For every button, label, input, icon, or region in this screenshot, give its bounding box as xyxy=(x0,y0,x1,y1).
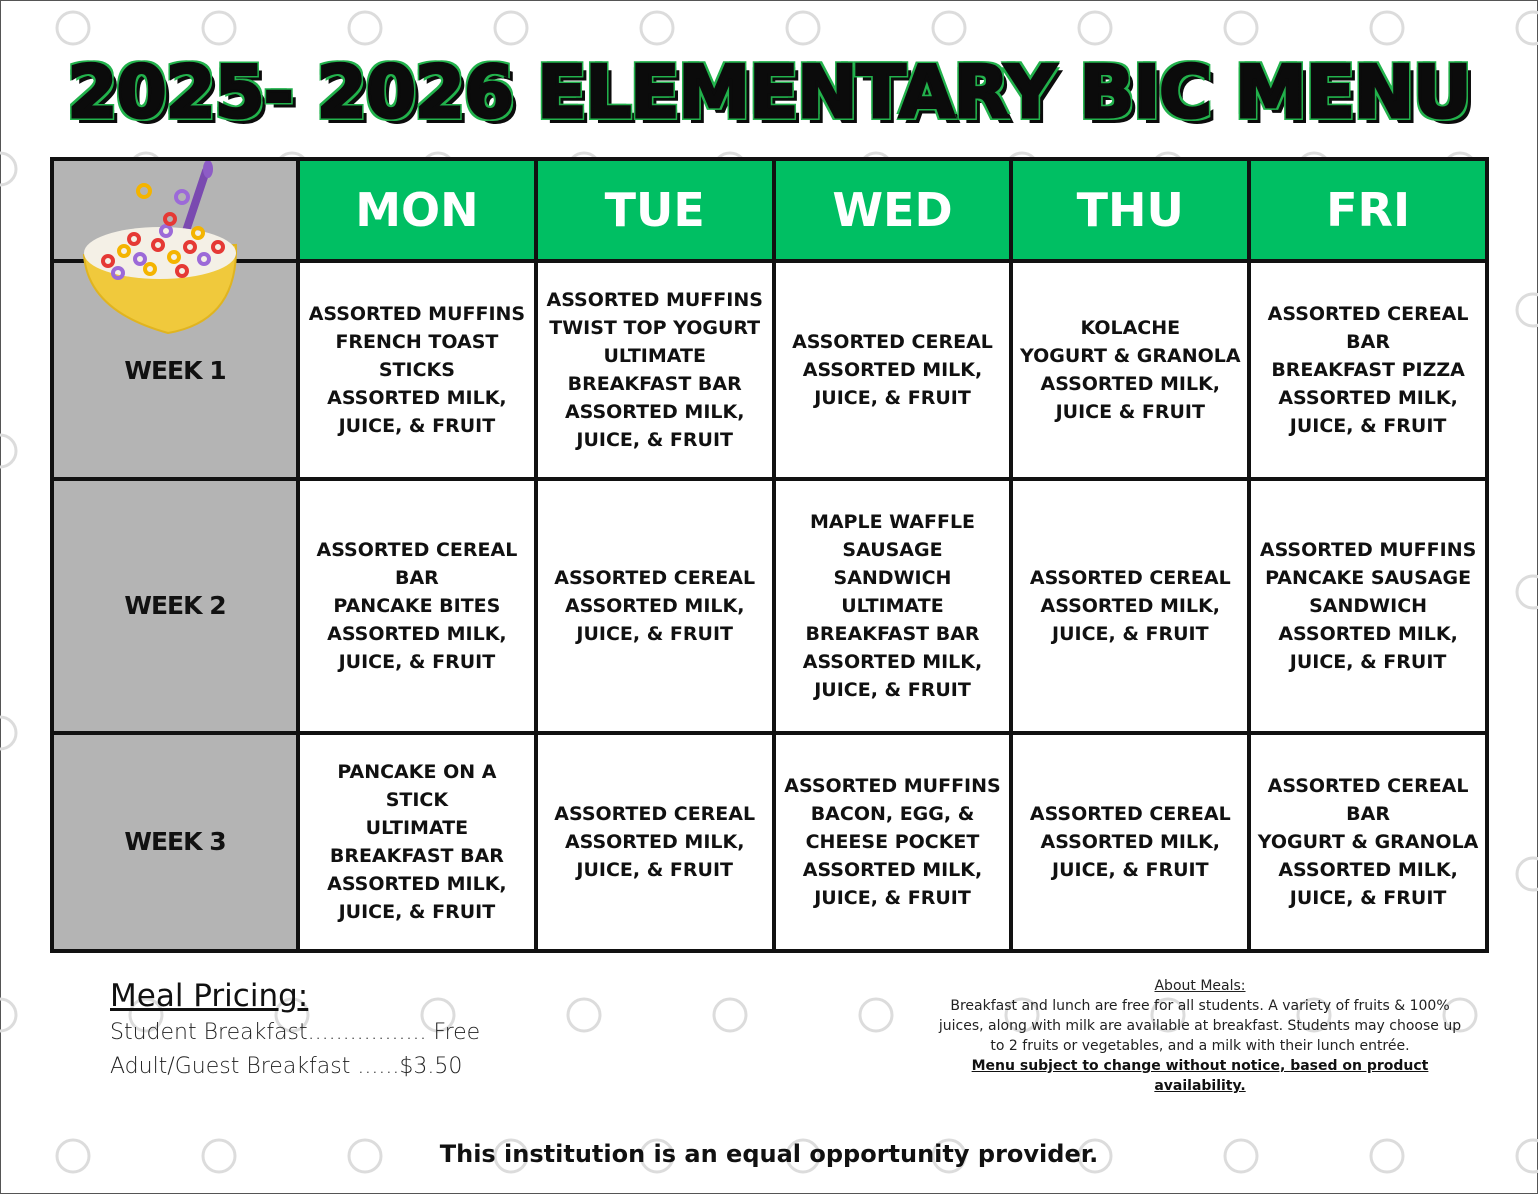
cereal-bowl-icon xyxy=(78,161,258,341)
menu-item-line: KOLACHE xyxy=(1080,317,1181,340)
menu-item-line: JUICE, & FRUIT xyxy=(1052,622,1209,645)
background-ring xyxy=(1517,12,1538,44)
menu-item-line: JUICE, & FRUIT xyxy=(1289,415,1447,438)
menu-item-line: ASSORTED CEREAL xyxy=(316,538,518,561)
menu-item-line: ULTIMATE xyxy=(603,345,706,368)
background-ring xyxy=(495,12,527,44)
menu-item-line: ASSORTED MUFFINS xyxy=(546,289,763,312)
menu-item-line: ASSORTED CEREAL xyxy=(554,566,756,589)
menu-item-line: SAUSAGE SANDWICH xyxy=(833,538,952,589)
menu-item-line: ASSORTED MILK, xyxy=(802,858,983,881)
week-label: WEEK 1 xyxy=(52,261,298,479)
price-row-adult xyxy=(110,1050,480,1084)
menu-item-line: ASSORTED MILK, xyxy=(327,872,507,895)
menu-item-line: JUICE, & FRUIT xyxy=(576,429,733,452)
meal-pricing xyxy=(110,978,480,1084)
about-line: Breakfast and lunch are free for all students. A variety of fruits & 100% xyxy=(950,998,1450,1014)
background-ring xyxy=(0,999,16,1031)
menu-item-line: ASSORTED CEREAL xyxy=(1029,802,1231,825)
menu-item-line: BREAKFAST BAR xyxy=(567,373,742,396)
menu-item-line: BREAKFAST BAR xyxy=(805,622,980,645)
menu-cell xyxy=(536,733,774,951)
menu-item-line: JUICE, & FRUIT xyxy=(338,650,496,673)
menu-cell xyxy=(298,479,536,733)
menu-item-line: ASSORTED MUFFINS xyxy=(784,774,1001,797)
menu-item-line: PANCAKE SAUSAGE xyxy=(1265,566,1472,589)
menu-item-line: ASSORTED CEREAL xyxy=(1267,774,1469,797)
day-header-fri: FRI xyxy=(1249,159,1487,261)
day-header-wed: WED xyxy=(774,159,1012,261)
week-row xyxy=(52,261,1487,479)
menu-cell xyxy=(1011,261,1249,479)
menu-item-line: JUICE, & FRUIT xyxy=(1289,650,1447,673)
background-ring xyxy=(0,435,16,467)
background-ring xyxy=(57,12,89,44)
menu-item-line: ASSORTED MILK, xyxy=(327,622,507,645)
menu-item-line: JUICE, & FRUIT xyxy=(1052,858,1209,881)
background-ring xyxy=(714,999,746,1031)
week-label: WEEK 3 xyxy=(52,733,298,951)
menu-cell xyxy=(1011,479,1249,733)
price-label: Adult/Guest Breakfast ...... xyxy=(110,1054,400,1079)
background-ring xyxy=(1225,12,1257,44)
menu-table xyxy=(50,157,1489,953)
day-header-mon: MON xyxy=(298,159,536,261)
menu-cell xyxy=(1249,479,1487,733)
menu-cell xyxy=(298,733,536,951)
menu-item-line: JUICE, & FRUIT xyxy=(338,415,496,438)
menu-cell xyxy=(1249,733,1487,951)
background-ring xyxy=(1517,858,1538,890)
background-ring xyxy=(0,153,16,185)
menu-item-line: ASSORTED MILK, xyxy=(1278,858,1458,881)
week-row xyxy=(52,733,1487,951)
menu-item-line: JUICE, & FRUIT xyxy=(576,622,733,645)
menu-item-line: ASSORTED MILK, xyxy=(564,594,745,617)
price-label: Student Breakfast................. xyxy=(110,1020,427,1045)
menu-item-line: PANCAKE BITES xyxy=(333,594,501,617)
menu-item-line: BREAKFAST BAR xyxy=(329,844,504,867)
background-ring xyxy=(787,12,819,44)
menu-item-line: YOGURT & GRANOLA xyxy=(1257,830,1479,853)
menu-cell xyxy=(774,261,1012,479)
menu-cell xyxy=(1249,261,1487,479)
about-meals xyxy=(930,976,1470,1096)
menu-item-line: ASSORTED CEREAL xyxy=(1029,566,1231,589)
menu-item-line: JUICE & FRUIT xyxy=(1055,401,1205,424)
menu-item-line: ASSORTED MILK, xyxy=(564,401,745,424)
price-row-student xyxy=(110,1016,480,1050)
menu-item-line: ASSORTED MILK, xyxy=(802,359,983,382)
background-ring xyxy=(641,12,673,44)
day-header-row xyxy=(52,159,1487,261)
pricing-title: Meal Pricing: xyxy=(110,978,309,1014)
background-ring xyxy=(1517,294,1538,326)
menu-item-line: JUICE, & FRUIT xyxy=(338,900,496,923)
menu-item-line: BREAKFAST PIZZA xyxy=(1271,359,1465,382)
menu-item-line: ASSORTED CEREAL xyxy=(1267,303,1469,326)
menu-item-line: BAR xyxy=(1346,802,1390,825)
menu-item-line: SANDWICH xyxy=(1309,594,1428,617)
menu-item-line: ASSORTED CEREAL xyxy=(792,331,993,354)
menu-item-line: JUICE, & FRUIT xyxy=(814,387,971,410)
background-ring xyxy=(1371,12,1403,44)
menu-item-line: ULTIMATE xyxy=(841,594,944,617)
week-label: WEEK 2 xyxy=(52,479,298,733)
background-ring xyxy=(203,12,235,44)
menu-item-line: ASSORTED MILK, xyxy=(802,650,983,673)
menu-item-line: STICKS xyxy=(378,359,455,382)
menu-item-line: TWIST TOP YOGURT xyxy=(549,317,761,340)
equal-opportunity-statement: This institution is an equal opportunity provider. xyxy=(439,1140,1099,1168)
menu-item-line: BAR xyxy=(394,566,439,589)
menu-item-line: ASSORTED MUFFINS xyxy=(1259,538,1477,561)
menu-item-line: ASSORTED CEREAL xyxy=(554,802,756,825)
menu-item-line: ASSORTED MILK, xyxy=(1278,622,1458,645)
menu-item-line: ASSORTED MILK, xyxy=(1278,387,1458,410)
background-ring xyxy=(0,717,16,749)
about-title: About Meals: xyxy=(1154,978,1246,994)
menu-cell xyxy=(774,479,1012,733)
week-row xyxy=(52,479,1487,733)
background-ring xyxy=(349,12,381,44)
menu-item-line: BACON, EGG, & xyxy=(810,802,975,825)
menu-cell xyxy=(536,479,774,733)
menu-item-line: FRENCH TOAST xyxy=(335,331,499,354)
menu-item-line: ASSORTED MILK, xyxy=(1040,594,1221,617)
background-ring xyxy=(568,999,600,1031)
menu-item-line: CHEESE POCKET xyxy=(805,830,980,853)
page-title: 2025- 2026 ELEMENTARY BIC MENU xyxy=(67,50,1471,134)
price-value: Free xyxy=(426,1020,481,1045)
menu-item-line: ASSORTED MILK, xyxy=(1040,830,1221,853)
menu-cell xyxy=(536,261,774,479)
menu-item-line: JUICE, & FRUIT xyxy=(814,678,971,701)
day-header-thu: THU xyxy=(1011,159,1249,261)
background-ring xyxy=(860,999,892,1031)
menu-item-line: JUICE, & FRUIT xyxy=(1289,886,1447,909)
background-ring xyxy=(933,12,965,44)
about-line: to 2 fruits or vegetables, and a milk with their lunch entrée. xyxy=(990,1038,1410,1054)
day-header-tue: TUE xyxy=(536,159,774,261)
menu-item-line: ULTIMATE xyxy=(365,816,469,839)
menu-item-line: ASSORTED MILK, xyxy=(564,830,745,853)
background-ring xyxy=(1079,12,1111,44)
menu-item-line: JUICE, & FRUIT xyxy=(576,858,733,881)
menu-cell xyxy=(298,261,536,479)
menu-cell xyxy=(774,733,1012,951)
corner-cell xyxy=(52,159,298,261)
menu-cell xyxy=(1011,733,1249,951)
menu-item-line: MAPLE WAFFLE xyxy=(809,510,976,533)
menu-item-line: ASSORTED MILK, xyxy=(327,387,507,410)
background-ring xyxy=(1517,576,1538,608)
menu-item-line: ASSORTED MUFFINS xyxy=(308,303,526,326)
menu-item-line: BAR xyxy=(1346,331,1390,354)
about-line: juices, along with milk are available at breakfast. Students may choose up xyxy=(938,1018,1462,1034)
availability-notice: Menu subject to change without notice, based on product availability. xyxy=(971,1058,1429,1094)
menu-item-line: PANCAKE ON A STICK xyxy=(337,760,497,811)
menu-item-line: JUICE, & FRUIT xyxy=(814,886,971,909)
menu-item-line: ASSORTED MILK, xyxy=(1040,373,1221,396)
price-value: $3.50 xyxy=(399,1054,463,1079)
menu-item-line: YOGURT & GRANOLA xyxy=(1019,345,1241,368)
